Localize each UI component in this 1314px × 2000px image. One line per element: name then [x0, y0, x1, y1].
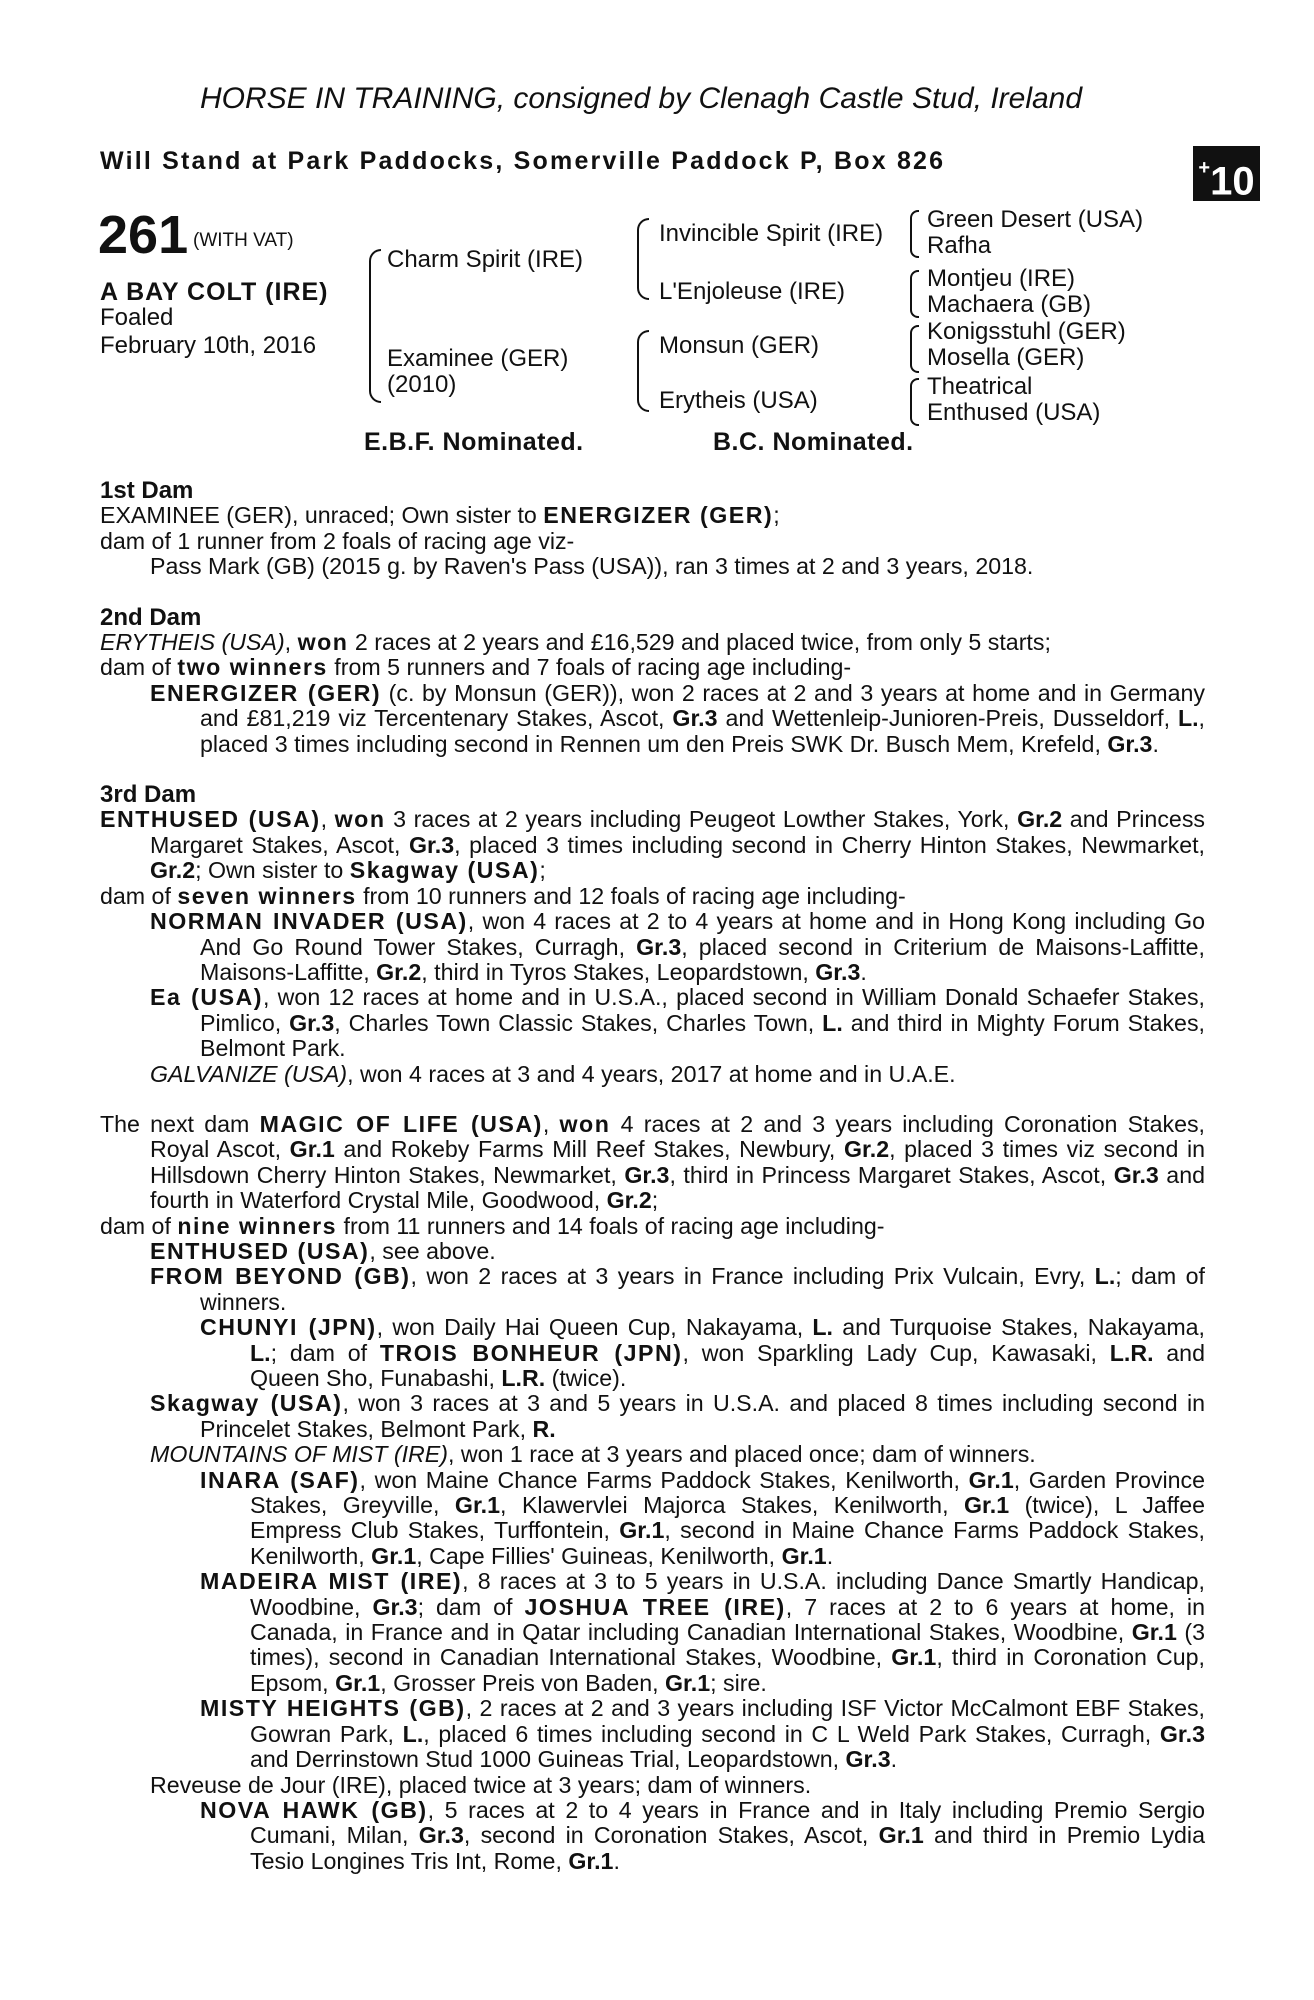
badge-number: 10 — [1210, 159, 1255, 204]
ped-ggp-3: Montjeu (IRE) — [927, 265, 1076, 292]
ped-ggp-2: Rafha — [927, 232, 992, 259]
third-dam-produce: dam of seven winners from 10 runners and 12 foals of racing age including- — [100, 882, 906, 909]
ped-dam: Examinee (GER) — [387, 345, 569, 372]
produce-enthused: ENTHUSED (USA), see above. — [150, 1237, 496, 1264]
foaled-date: February 10th, 2016 — [100, 332, 317, 359]
brace-ggp-3 — [910, 325, 919, 373]
produce-pass-mark: Pass Mark (GB) (2015 g. by Raven's Pass (USA)), ran 3 times at 2 and 3 years, 2018. — [150, 553, 1034, 580]
brace-parents — [369, 249, 381, 403]
ped-ggp-6: Mosella (GER) — [927, 344, 1085, 371]
vat-label: (WITH VAT) — [193, 230, 294, 251]
bc-nominated: B.C. Nominated. — [713, 428, 914, 456]
ped-dam-sire: Monsun (GER) — [659, 332, 820, 359]
foaled-label: Foaled — [100, 304, 174, 331]
brace-ggp-4 — [910, 378, 919, 426]
badge-plus: + — [1198, 157, 1211, 179]
ped-sire-dam: L'Enjoleuse (IRE) — [659, 278, 845, 305]
lot-number: 261 — [98, 205, 189, 265]
produce-mountains-of-mist: MOUNTAINS OF MIST (IRE), won 1 race at 3 years and placed once; dam of winners. — [150, 1441, 1036, 1468]
next-dam-text: The next dam MAGIC OF LIFE (USA), won 4 races at 2 and 3 years including Coronation Stakes, Royal Ascot, Gr.1 and Rokeby Farms Mill Reef Stakes, Newbury, Gr.2, placed 3 times viz second in Hillsdown Cherry Hinton Stakes, Newmarket, Gr.3, third in Princess Margaret Stakes, Ascot, Gr.3 and fourth in Waterford Crystal Mile, Goodwood, Gr.2; — [100, 1110, 1205, 1214]
produce-madeira-mist: MADEIRA MIST (IRE), 8 races at 3 to 5 years in U.S.A. including Dance Smartly Handicap, Woodbine, Gr.3; dam of JOSHUA TREE (IRE), 7 races at 2 to 6 years at home, in Canada, in France and in Qatar including Canadian International Stakes, Woodbine, Gr.1 (3 times), second in Canadian International Stakes, Woodbine, Gr.1, third in Coronation Cup, Epsom, Gr.1, Grosser Preis von Baden, Gr.1; sire. — [200, 1568, 1206, 1696]
brace-dam-line — [637, 330, 649, 412]
produce-ea: Ea (USA), won 12 races at home and in U.S.A., placed second in William Donald Schaefer Stakes, Pimlico, Gr.3, Charles Town Classic Stakes, Charles Town, L. and third in Mighty Forum Stakes, Belmont Park. — [150, 984, 1205, 1062]
third-dam-heading: 3rd Dam — [100, 781, 197, 809]
first-dam-produce: dam of 1 runner from 2 foals of racing age viz- — [100, 527, 575, 554]
foaled-info — [100, 304, 316, 360]
ped-ggp-4: Machaera (GB) — [927, 291, 1092, 318]
horse-description: A BAY COLT (IRE) — [100, 278, 329, 306]
ped-ggp-1: Green Desert (USA) — [927, 206, 1144, 233]
stand-location: Will Stand at Park Paddocks, Somerville Paddock P, Box 826 — [100, 147, 946, 175]
ped-ggp-8: Enthused (USA) — [927, 399, 1101, 426]
first-dam-heading: 1st Dam — [100, 477, 194, 504]
ped-ggp-7: Theatrical — [927, 373, 1033, 400]
lot-badge — [1193, 146, 1260, 204]
produce-from-beyond: FROM BEYOND (GB), won 2 races at 3 years in France including Prix Vulcain, Evry, L.; dam of winners. — [150, 1263, 1205, 1315]
third-dam-text: ENTHUSED (USA), won 3 races at 2 years including Peugeot Lowther Stakes, York, Gr.2 and Princess Margaret Stakes, Ascot, Gr.3, placed 3 times including second in Cherry Hinton Stakes, Newmarket, Gr.2; Own sister to Skagway (USA); — [100, 806, 1206, 884]
produce-reveuse-de-jour: Reveuse de Jour (IRE), placed twice at 3 years; dam of winners. — [150, 1771, 812, 1798]
second-dam-produce: dam of two winners from 5 runners and 7 foals of racing age including- — [100, 654, 852, 681]
ped-sire-sire: Invincible Spirit (IRE) — [659, 220, 884, 247]
produce-galvanize: GALVANIZE (USA), won 4 races at 3 and 4 years, 2017 at home and in U.A.E. — [150, 1060, 956, 1087]
catalogue-body — [100, 478, 1205, 1874]
second-dam-heading: 2nd Dam — [100, 603, 202, 631]
brace-sire-line — [637, 218, 649, 300]
produce-energizer: ENERGIZER (GER) (c. by Monsun (GER)), won 2 races at 2 and 3 years at home and in Germany and £81,219 viz Tercentenary Stakes, Ascot, Gr.3 and Wettenleip-Junioren-Preis, Dusseldorf, L., placed 3 times including second in Rennen um den Preis SWK Dr. Busch Mem, Krefeld, Gr.3. — [150, 679, 1205, 757]
brace-ggp-2 — [910, 270, 919, 318]
brace-ggp-1 — [910, 210, 919, 258]
produce-chunyi: CHUNYI (JPN), won Daily Hai Queen Cup, Nakayama, L. and Turquoise Stakes, Nakayama, L.; dam of TROIS BONHEUR (JPN), won Sparkling Lady Cup, Kawasaki, L.R. and Queen Sho, Funabashi, L.R. (twice). — [200, 1314, 1205, 1391]
produce-skagway: Skagway (USA), won 3 races at 3 and 5 years in U.S.A. and placed 8 times including second in Princelet Stakes, Belmont Park, R. — [150, 1390, 1205, 1442]
ped-ggp-5: Konigsstuhl (GER) — [927, 318, 1126, 345]
next-dam-produce: dam of nine winners from 11 runners and 14 foals of racing age including- — [100, 1212, 885, 1239]
page-title: HORSE IN TRAINING, consigned by Clenagh Castle Stud, Ireland — [200, 82, 1083, 115]
ped-sire: Charm Spirit (IRE) — [387, 246, 584, 273]
ped-dam-dam: Erytheis (USA) — [659, 387, 818, 414]
produce-nova-hawk: NOVA HAWK (GB), 5 races at 2 to 4 years in France and in Italy including Premio Sergio Cumani, Milan, Gr.3, second in Coronation Stakes, Ascot, Gr.1 and third in Premio Lydia Tesio Longines Tris Int, Rome, Gr.1. — [200, 1796, 1205, 1874]
second-dam-text: ERYTHEIS (USA), won 2 races at 2 years and £16,529 and placed twice, from only 5 starts; — [100, 629, 1051, 656]
produce-inara: INARA (SAF), won Maine Chance Farms Paddock Stakes, Kenilworth, Gr.1, Garden Province Stakes, Greyville, Gr.1, Klawervlei Majorca Stakes, Kenilworth, Gr.1 (twice), L Jaffee Empress Club Stakes, Turffontein, Gr.1, second in Maine Chance Farms Paddock Stakes, Kenilworth, Gr.1, Cape Fillies' Guineas, Kenilworth, Gr.1. — [200, 1466, 1206, 1569]
produce-norman-invader: NORMAN INVADER (USA), won 4 races at 2 to 4 years at home and in Hong Kong including Go And Go Round Tower Stakes, Curragh, Gr.3, placed second in Criterium de Maisons-Laffitte, Maisons-Laffitte, Gr.2, third in Tyros Stakes, Leopardstown, Gr.3. — [150, 908, 1206, 985]
ebf-nominated: E.B.F. Nominated. — [364, 428, 584, 456]
produce-misty-heights: MISTY HEIGHTS (GB), 2 races at 2 and 3 years including ISF Victor McCalmont EBF Stakes, Gowran Park, L., placed 6 times including second in C L Weld Park Stakes, Curragh, Gr.3 and Derrinstown Stud 1000 Guineas Trial, Leopardstown, Gr.3. — [200, 1695, 1206, 1773]
first-dam-text: EXAMINEE (GER), unraced; Own sister to ENERGIZER (GER); — [100, 502, 780, 529]
ped-dam-year: (2010) — [387, 371, 457, 398]
